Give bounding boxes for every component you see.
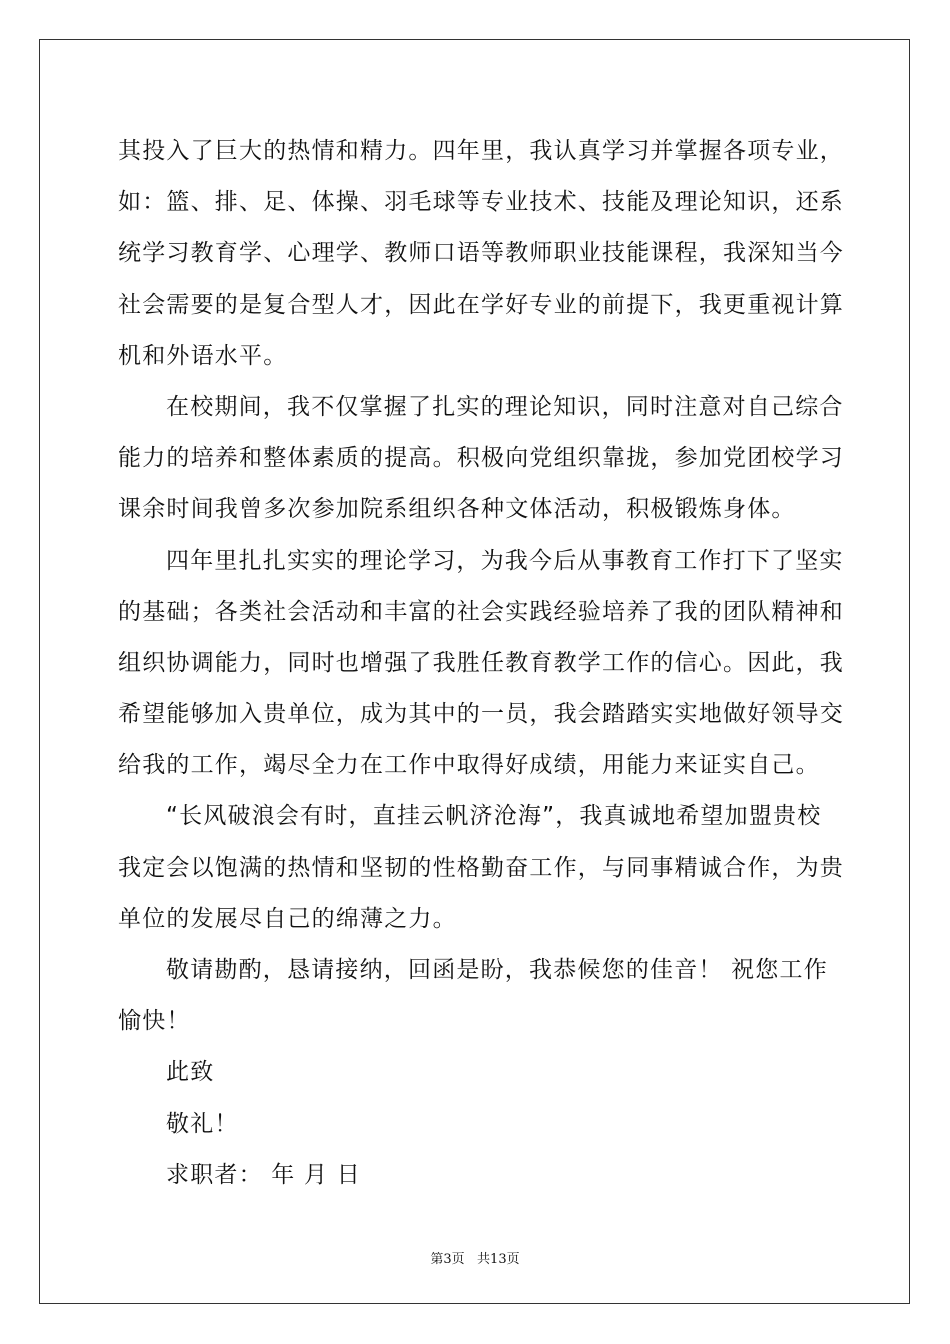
text-line: 求职者： 年 月 日 [166,1161,361,1188]
text-line: 此致 [166,1059,215,1086]
letter-body [118,126,844,1201]
text-line: “长风破浪会有时，直挂云帆济沧海”，我真诚地希望加盟贵校 [166,803,822,830]
text-line: 课余时间我曾多次参加院系组织各种文体活动，积极锻炼身体。 [118,496,796,523]
text-line: 如：篮、排、足、体操、羽毛球等专业技术、技能及理论知识，还系 [118,189,844,216]
text-line: 希望能够加入贵单位，成为其中的一员，我会踏踏实实地做好领导交 [118,701,844,728]
text-line: 统学习教育学、心理学、教师口语等教师职业技能课程，我深知当今 [118,240,844,267]
text-line: 机和外语水平。 [118,342,288,369]
text-line: 我定会以饱满的热情和坚韧的性格勤奋工作，与同事精诚合作，为贵 [118,854,844,881]
text-line: 敬请勘酌，恳请接纳，回函是盼，我恭候您的佳音！ 祝您工作 [166,957,828,983]
text-line: 敬礼！ [166,1110,239,1137]
text-line: 能力的培养和整体素质的提高。积极向党组织靠拢，参加党团校学习 [118,445,844,472]
text-line: 社会需要的是复合型人才，因此在学好专业的前提下，我更重视计算 [118,291,844,318]
text-line: 在校期间，我不仅掌握了扎实的理论知识，同时注意对自己综合 [166,393,844,420]
text-line: 给我的工作，竭尽全力在工作中取得好成绩，用能力来证实自己。 [118,752,820,779]
text-line: 单位的发展尽自己的绵薄之力。 [118,905,457,932]
text-line: 愉快！ [118,1008,191,1035]
page-number-footer: 第3页 共13页 [430,1252,520,1267]
text-line: 组织协调能力，同时也增强了我胜任教育教学工作的信心。因此，我 [118,649,844,676]
text-line: 的基础；各类社会活动和丰富的社会实践经验培养了我的团队精神和 [118,598,844,625]
text-line: 四年里扎扎实实的理论学习，为我今后从事教育工作打下了坚实 [166,547,844,574]
text-line: 其投入了巨大的热情和精力。四年里，我认真学习并掌握各项专业， [118,138,844,164]
